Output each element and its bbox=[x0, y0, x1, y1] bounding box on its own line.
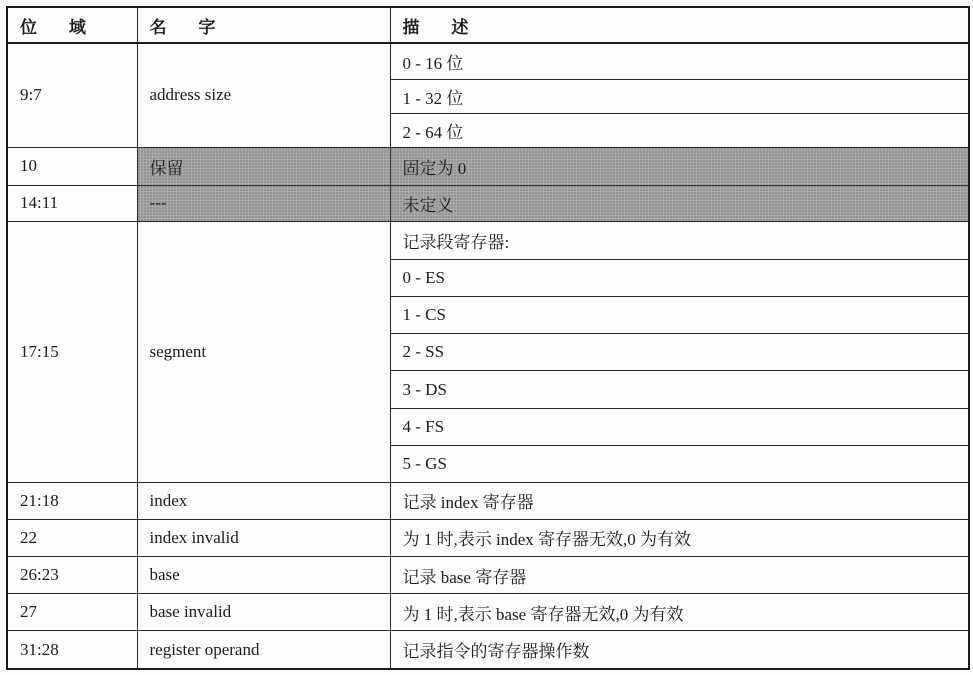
bit-cell: 10 bbox=[7, 147, 137, 185]
desc-cell: 1 - 32 位 bbox=[390, 79, 969, 113]
name-cell: 保留 bbox=[137, 147, 390, 185]
desc-cell: 记录段寄存器: bbox=[390, 222, 969, 260]
table-row bbox=[7, 594, 969, 631]
table-row bbox=[7, 43, 969, 79]
desc-cell: 为 1 时,表示 index 寄存器无效,0 为有效 bbox=[390, 519, 969, 556]
table-row bbox=[7, 631, 969, 669]
table-header-row bbox=[7, 7, 969, 43]
desc-cell: 0 - 16 位 bbox=[390, 43, 969, 79]
bit-cell: 21:18 bbox=[7, 482, 137, 519]
desc-cell: 2 - SS bbox=[390, 334, 969, 371]
table-row-undefined bbox=[7, 185, 969, 221]
table-row bbox=[7, 557, 969, 594]
desc-cell: 记录 base 寄存器 bbox=[390, 557, 969, 594]
desc-cell: 记录 index 寄存器 bbox=[390, 482, 969, 519]
header-description: 描 述 bbox=[390, 7, 969, 43]
desc-cell: 3 - DS bbox=[390, 371, 969, 408]
desc-cell: 为 1 时,表示 base 寄存器无效,0 为有效 bbox=[390, 594, 969, 631]
bit-cell: 22 bbox=[7, 519, 137, 556]
table-row bbox=[7, 519, 969, 556]
header-bit-field: 位 域 bbox=[7, 7, 137, 43]
desc-cell: 1 - CS bbox=[390, 297, 969, 334]
name-cell: segment bbox=[137, 222, 390, 483]
desc-cell: 0 - ES bbox=[390, 260, 969, 297]
name-cell: base invalid bbox=[137, 594, 390, 631]
name-cell: address size bbox=[137, 43, 390, 147]
table-row bbox=[7, 482, 969, 519]
desc-cell: 5 - GS bbox=[390, 445, 969, 482]
desc-cell: 记录指令的寄存器操作数 bbox=[390, 631, 969, 669]
desc-cell: 2 - 64 位 bbox=[390, 113, 969, 147]
name-cell: --- bbox=[137, 185, 390, 221]
name-cell: register operand bbox=[137, 631, 390, 669]
table-row-reserved bbox=[7, 147, 969, 185]
name-cell: index invalid bbox=[137, 519, 390, 556]
table-row bbox=[7, 222, 969, 260]
name-cell: base bbox=[137, 557, 390, 594]
bit-cell: 17:15 bbox=[7, 222, 137, 483]
bit-cell: 27 bbox=[7, 594, 137, 631]
bit-cell: 9:7 bbox=[7, 43, 137, 147]
bit-cell: 31:28 bbox=[7, 631, 137, 669]
bit-cell: 26:23 bbox=[7, 557, 137, 594]
bit-cell: 14:11 bbox=[7, 185, 137, 221]
desc-cell: 4 - FS bbox=[390, 408, 969, 445]
desc-cell: 未定义 bbox=[390, 185, 969, 221]
header-name: 名 字 bbox=[137, 7, 390, 43]
name-cell: index bbox=[137, 482, 390, 519]
bit-field-table bbox=[6, 6, 970, 670]
desc-cell: 固定为 0 bbox=[390, 147, 969, 185]
